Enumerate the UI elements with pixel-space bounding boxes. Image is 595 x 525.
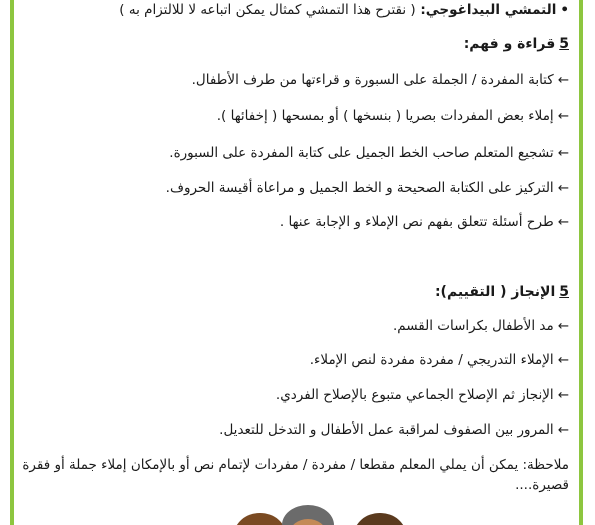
section-number: 5	[559, 36, 569, 52]
intro-text: ( نقترح هذا التمشي كمثال يمكن اتباعه لا للالتزام به )	[119, 2, 416, 18]
arrow-icon: ←	[557, 387, 569, 403]
list-item: ←الإملاء التدريجي / مفردة مفردة لنص الإملاء.	[309, 352, 569, 368]
page-border-right	[579, 0, 583, 525]
section-title: الإنجاز ( التقييم):	[434, 284, 556, 300]
intro-label: التمشي البيداغوجي:	[420, 2, 557, 18]
arrow-icon: ←	[557, 72, 569, 88]
list-item: ←إملاء بعض المفردات بصريا ( بنسخها ) أو بمسحها ( إخفائها ).	[216, 108, 569, 124]
section-heading-reading	[18, 34, 569, 54]
note-paragraph: ملاحظة: يمكن أن يملي المعلم مقطعا / مفردة / مفردات لإتمام نص أو بالإمكان إملاء جملة أو فقرة قصيرة....	[22, 457, 569, 493]
list-item: ←طرح أسئلة تتعلق بفهم نص الإملاء و الإجابة عنها .	[279, 214, 569, 230]
child-hair	[354, 513, 406, 525]
list-item: ←المرور بين الصفوف لمراقبة عمل الأطفال و التدخل للتعديل.	[219, 422, 569, 438]
arrow-icon: ←	[557, 422, 569, 438]
child-hair	[234, 513, 286, 525]
arrow-icon: ←	[557, 180, 569, 196]
list-item: ←التركيز على الكتابة الصحيحة و الخط الجميل و مراعاة أقيسة الحروف.	[165, 180, 569, 196]
arrow-icon: ←	[557, 318, 569, 334]
list-item: ←تشجيع المتعلم صاحب الخط الجميل على كتابة المفردة على السبورة.	[169, 145, 569, 161]
section-title: قراءة و فهم:	[463, 36, 556, 52]
intro-line	[18, 0, 569, 20]
list-item: ←كتابة المفردة / الجملة على السبورة و قراءتها من طرف الأطفال.	[191, 72, 569, 88]
document-body	[18, 0, 575, 525]
arrow-icon: ←	[557, 214, 569, 230]
bullet-icon: •	[560, 2, 569, 18]
section-heading-assessment	[18, 282, 569, 302]
section-number: 5	[559, 284, 569, 300]
arrow-icon: ←	[557, 352, 569, 368]
list-item: ←مد الأطفال بكراسات القسم.	[392, 318, 569, 334]
children-illustration	[230, 495, 410, 525]
page-border-left	[10, 0, 14, 525]
arrow-icon: ←	[557, 145, 569, 161]
arrow-icon: ←	[557, 108, 569, 124]
list-item: ←الإنجاز ثم الإصلاح الجماعي متبوع بالإصلاح الفردي.	[275, 387, 569, 403]
